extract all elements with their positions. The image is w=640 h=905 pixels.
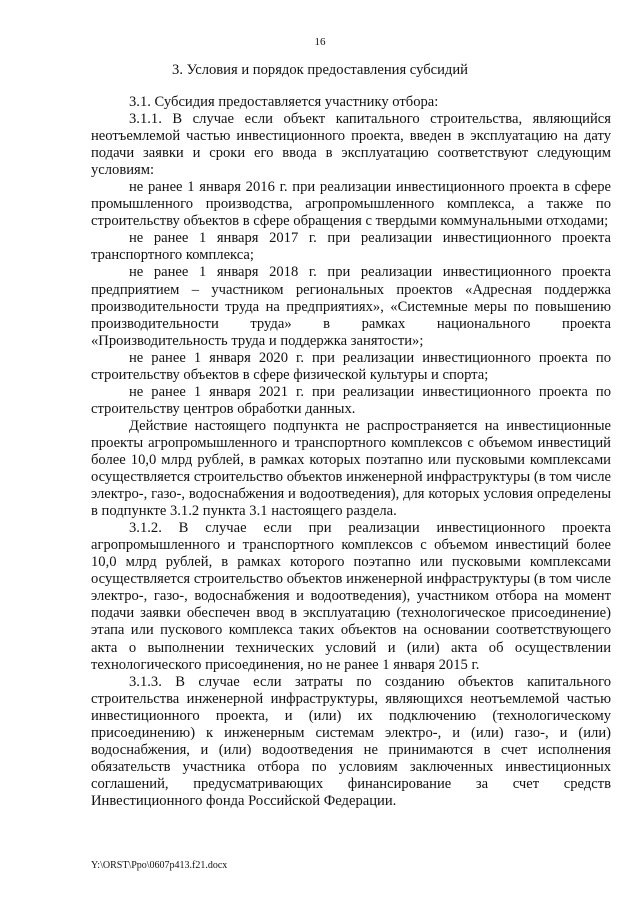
paragraph-3-1-1: 3.1.1. В случае если объект капитального строительства, являющийся неотъемлемой частью инвестиционного проекта, введен в эксплуатацию на дату подачи заявки и сроки его ввода в эксплуатацию соответствуют следующим условиям:: [91, 111, 611, 179]
paragraph-3-1-2: 3.1.2. В случае если при реализации инвестиционного проекта агропромышленного и транспортного комплексов с объемом инвестиций более 10,0 млрд рублей, в рамках которого поэтапно или пусковыми комплексами осуществляется строительство объектов инженерной инфраструктуры (в том числе электро-, газо-, водоснабжения и водоотведения), участником отбора на момент подачи заявки обеспечен ввод в эксплуатацию (технологическое присоединение) этапа или пускового комплекса таких объектов на основании соответствующего акта о выполнении технических условий и (или) акта об осуществлении технологического присоединения, но не ранее 1 января 2015 г.: [91, 520, 611, 673]
footer-file-path: Y:\ORST\Ppo\0607p413.f21.docx: [91, 860, 228, 871]
condition-2020: не ранее 1 января 2020 г. при реализации инвестиционного проекта по строительству объектов в сфере физической культуры и спорта;: [91, 349, 611, 383]
condition-2016: не ранее 1 января 2016 г. при реализации инвестиционного проекта в сфере промышленного производства, агропромышленного комплекса, а также по строительству объектов в сфере обращения с твердыми коммунальными отходами;: [91, 179, 611, 230]
paragraph-3-1: 3.1. Субсидия предоставляется участнику отбора:: [129, 94, 439, 110]
section-title: 3. Условия и порядок предоставления субсидий: [172, 62, 468, 78]
subparagraph-exception: Действие настоящего подпункта не распространяется на инвестиционные проекты агропромышленного и транспортного комплексов с объемом инвестиций более 10,0 млрд рублей, в рамках которых поэтапно или пусковыми комплексами осуществляется строительство объектов инженерной инфраструктуры (в том числе электро-, газо-, водоснабжения и водоотведения), для которых условия определены в подпункте 3.1.2 пункта 3.1 настоящего раздела.: [91, 417, 611, 520]
condition-2018: не ранее 1 января 2018 г. при реализации инвестиционного проекта предприятием – участником региональных проектов «Адресная поддержка производительности труда на предприятиях», «Системные меры по повышению производительности труда» в рамках национального проекта «Производительность труда и поддержка занятости»;: [91, 264, 611, 349]
condition-2021: не ранее 1 января 2021 г. при реализации инвестиционного проекта по строительству центров обработки данных.: [91, 383, 611, 417]
paragraph-3-1-3: 3.1.3. В случае если затраты по созданию объектов капитального строительства инженерной инфраструктуры, являющихся неотъемлемой частью инвестиционного проекта, и (или) их подключению (технологическому присоединению) к инженерным системам электро-, и (или) газо-, и (или) водоснабжения, и (или) водоотведения не принимаются в счет исполнения обязательств участника отбора по условиям заключенных инвестиционных соглашений, предусматривающих финансирование за счет средств Инвестиционного фонда Российской Федерации.: [91, 673, 611, 809]
condition-2017: не ранее 1 января 2017 г. при реализации инвестиционного проекта транспортного комплекса;: [91, 230, 611, 264]
page-number: 16: [314, 36, 326, 48]
document-body: [91, 94, 611, 810]
